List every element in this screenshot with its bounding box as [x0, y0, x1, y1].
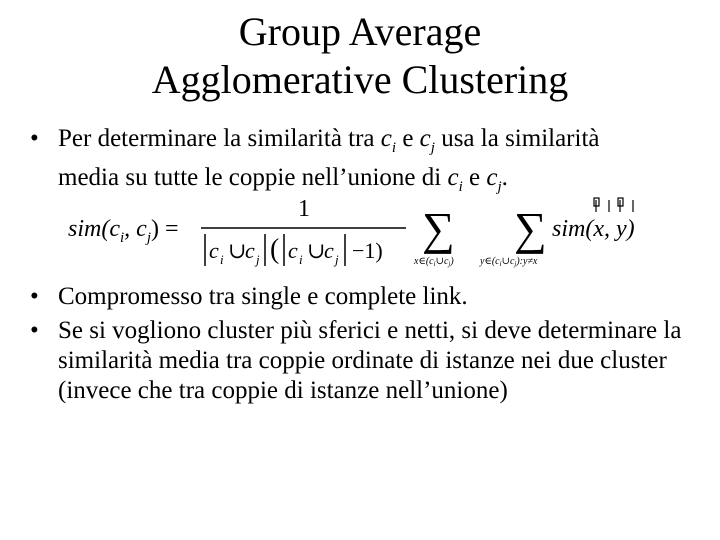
bullet-dot: • — [30, 283, 39, 310]
bullet-2-text: Compromesso tra single e complete link. — [58, 283, 468, 310]
formula-denominator — [205, 234, 383, 267]
svg-text:c: c — [245, 238, 255, 263]
svg-text:c: c — [209, 238, 219, 263]
svg-text:i: i — [299, 252, 303, 267]
svg-text:j: j — [335, 252, 339, 267]
vector-arrows — [594, 198, 633, 212]
bullet-1-text — [58, 124, 698, 202]
var-c: c — [486, 164, 498, 191]
svg-text:i: i — [220, 252, 224, 267]
text-run: Per determinare la similarità tra — [58, 125, 381, 152]
formula-numerator: 1 — [298, 196, 310, 222]
text-run: usa la similarità — [434, 125, 600, 152]
title-line-2: Agglomerative Clustering — [151, 57, 569, 102]
sum-symbol-1: ∑ — [422, 203, 455, 254]
sum-2-subscript: $y\in(c_i\cup c_j):y\ne x$ — [480, 256, 538, 268]
slide-title — [0, 8, 720, 104]
var-c: c — [380, 125, 392, 152]
text-run: e — [462, 164, 487, 191]
formula-body: sim(x, y) — [552, 216, 635, 242]
title-line-1: Group Average — [238, 9, 482, 54]
subscript-j: j — [430, 140, 435, 156]
text-run: . — [501, 164, 508, 191]
formula-lhs: $sim(c_i$, $c_j$) = — [68, 216, 179, 246]
sum-1-subscript: $x\in(c_i\cup c_j)$ — [414, 256, 454, 268]
svg-text:c: c — [288, 238, 298, 263]
svg-text:∪: ∪ — [307, 238, 326, 263]
text-run: e — [396, 125, 420, 152]
subscript-i: i — [391, 140, 397, 156]
svg-text:−1): −1) — [352, 238, 383, 263]
bullet-dot: • — [30, 125, 39, 152]
var-c: c — [419, 125, 431, 152]
subscript-j: j — [497, 179, 502, 195]
formula-svg — [68, 192, 648, 274]
svg-text:(: ( — [270, 234, 280, 265]
svg-text:c: c — [324, 238, 334, 263]
subscript-i: i — [458, 179, 463, 195]
bullet-dot: • — [30, 317, 39, 344]
var-c: c — [447, 164, 459, 191]
bullet-3-text: Se si vogliono cluster più sferici e netti, si deve determinare la similarità media tra coppie ordinate di istanze nei due cluster (invece che tra coppie di istanze nell’unione) — [58, 317, 682, 404]
svg-text:∪: ∪ — [228, 238, 247, 263]
svg-text:j: j — [256, 252, 260, 267]
sum-symbol-2: ∑ — [514, 203, 547, 254]
text-run: media su tutte le coppie nell’unione di — [58, 164, 448, 191]
similarity-formula — [68, 192, 648, 274]
